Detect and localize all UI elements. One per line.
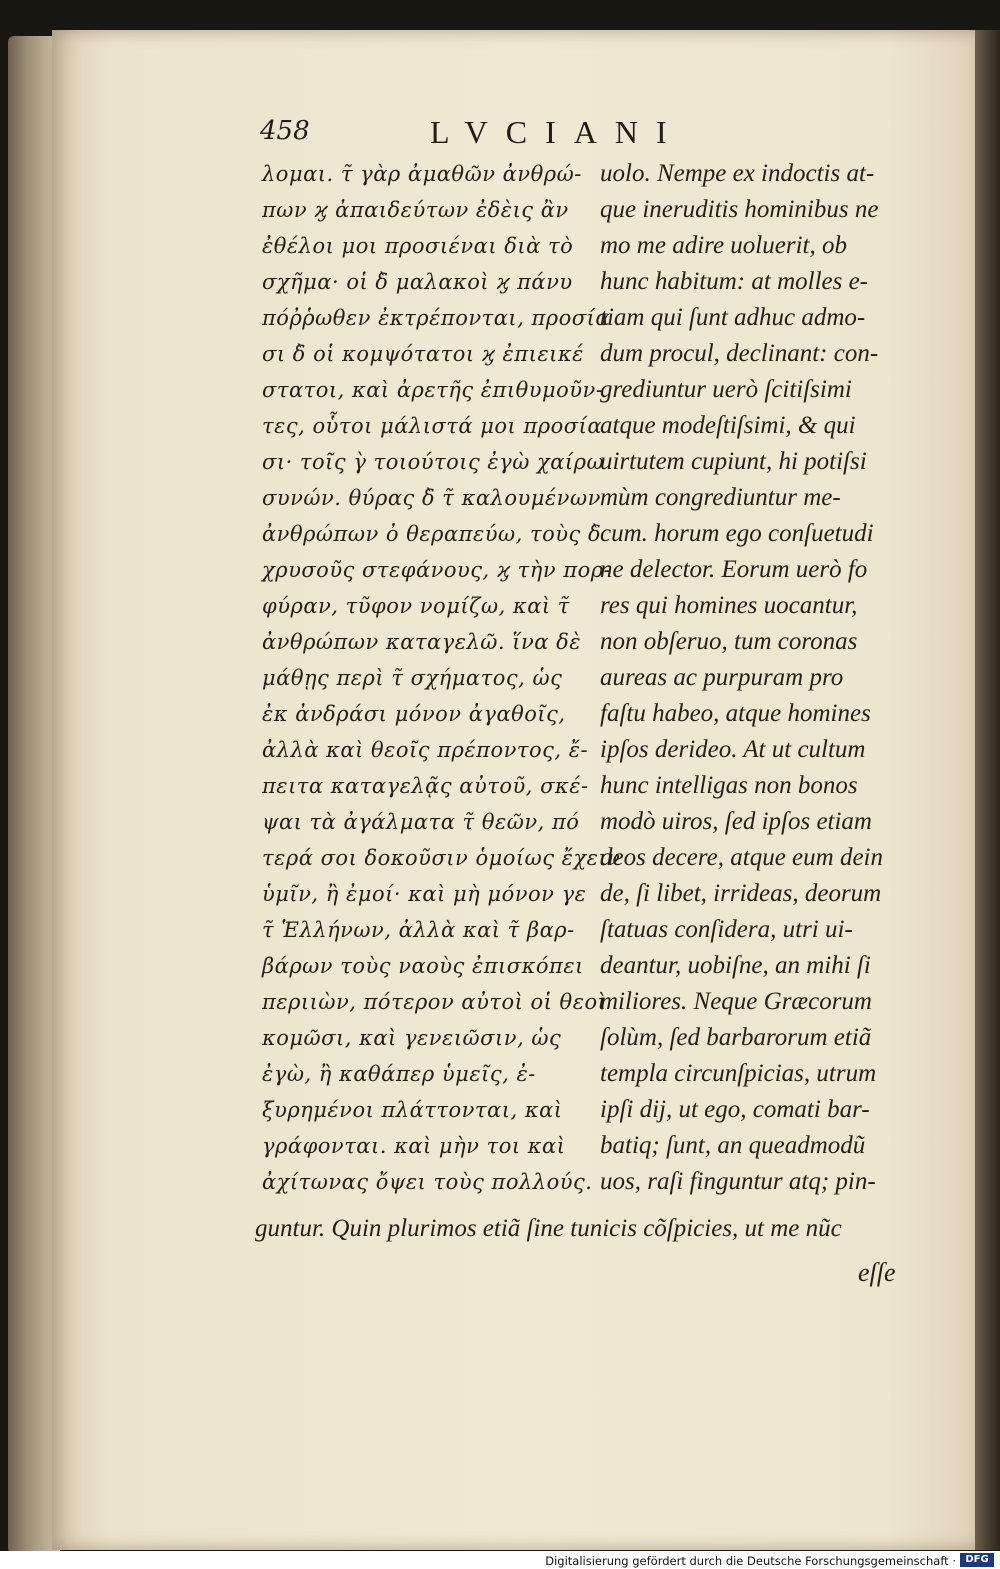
greek-text-line: βάρων τοὺς ναοὺς ἐπισκόπει [262,954,584,978]
greek-text-line: χρυσοῦς στεφάνους, ϗ τὴν πορ- [262,558,612,582]
latin-text-line: hunc intelligas non bonos [600,772,858,799]
greek-text-column [262,156,621,1200]
latin-text-line: ſolùm, ſed barbarorum etiã [600,1024,872,1051]
latin-text-line: aureas ac purpuram pro [600,664,844,691]
latin-text-line: miliores. Neque Græcorum [600,988,872,1015]
catchword: eſſe [858,1258,896,1287]
greek-text-line: ἀνθρώπων καταγελῶ. ἵνα δὲ [262,630,582,654]
greek-text-line: κομῶσι, καὶ γενειῶσιν, ὡς [262,1026,562,1050]
latin-text-line: ne delector. Eorum uerò fo [600,556,868,583]
greek-text-line: πόῤῥωθεν ἐκτρέπονται, προσία [262,306,611,330]
page-shadow [975,30,1000,1550]
latin-text-line: mùm congrediuntur me- [600,484,841,511]
greek-text-line: ἐθέλοι μοι προσιέναι διὰ τὸ [262,234,574,258]
latin-text-line: hunc habitum: at molles e- [600,268,869,295]
greek-text-line: ὑμῖν, ἢ ἐμοί· καὶ μὴ μόνον γε [262,882,587,906]
page-header [260,114,920,154]
latin-text-line: mo me adire uoluerit, ob [600,232,847,259]
latin-text-line: atque modeſtiſsimi, & qui [600,412,856,439]
latin-text-line: tiam qui ſunt adhuc admo- [600,304,866,331]
latin-text-line: ipſi dij, ut ego, comati bar- [600,1096,870,1123]
greek-text-line: ξυρημένοι πλάττονται, καὶ [262,1098,563,1122]
greek-text-line: σι· τοῖς γ̀ τοιούτοις ἐγὼ χαίρω [262,450,605,474]
greek-text-line: ἀνθρώπων ὀ θεραπεύω, τοὺς δ̀ [262,522,602,546]
greek-text-line: πων ϗ ἀπαιδεύτων ἐδὲις ἂν [262,198,569,222]
latin-text-line: modò uiros, ſed ipſos etiam [600,808,872,835]
dfg-logo: DFG [960,1553,994,1567]
greek-text-line: πειτα καταγελᾷς αὐτοῦ, σκέ- [262,774,589,798]
greek-text-line: τερά σοι δοκοῦσιν ὁμοίως ἔχειν [262,846,621,870]
latin-text-line: de, ſi libet, irrideas, deorum [600,880,882,907]
latin-text-line: res qui homines uocantur, [600,592,858,619]
greek-text-line: τες, οὗτοι μάλιστά μοι προσία [262,414,602,438]
greek-text-line: σι δ̀ οἱ κομψότατοι ϗ ἐπιεικέ [262,342,584,366]
greek-text-line: ἀλλὰ καὶ θεοῖς πρέποντος, ἔ- [262,738,589,762]
greek-text-line: λομαι. τ̃ γὰρ ἀμαθῶν ἀνθρώ- [262,162,582,186]
page-number: 458 [260,116,310,146]
latin-text-line: ſtatuas conſidera, utri ui- [600,916,853,943]
greek-text-line: μάθῃς περὶ τ̃ σχήματος, ὡς [262,666,563,690]
greek-text-line: ἐγὼ, ἢ καθάπερ ὑμεῖς, ἐ- [262,1062,536,1086]
latin-text-line: que ineruditis hominibus ne [600,196,879,223]
latin-text-line: deantur, uobiſne, an mihi ſi [600,952,871,979]
greek-text-line: ἐκ ἀνδράσι μόνον ἀγαθοῖς, [262,702,566,726]
latin-text-line: uirtutem cupiunt, hi potiſsi [600,448,867,475]
latin-text-line: grediuntur uerò ſcitiſsimi [600,376,852,403]
greek-text-line: σχῆμα· οἱ δ̀ μαλακοὶ ϗ πάνυ [262,270,573,294]
latin-text-line: uolo. Nempe ex indoctis at- [600,160,875,187]
greek-text-line: ἀχίτωνας ὄψει τοὺς πολλούς. [262,1170,593,1194]
latin-text-line: non obſeruo, tum coronas [600,628,858,655]
latin-text-line: dum procul, declinant: con- [600,340,879,367]
greek-text-line: συνών. θύρας δ̀ τ̃ καλουμένων [262,486,601,510]
latin-text-line: batiq; ſunt, an queadmodũ [600,1132,866,1159]
running-head: LVCIANI [430,114,685,150]
greek-text-line: ψαι τὰ ἀγάλματα τ̃ θεῶν, πό [262,810,580,834]
full-width-line: guntur. Quin plurimos etiã ſine tunicis cõſpicies, ut me nũc [255,1215,842,1242]
footer-bar [0,1551,1000,1569]
latin-text-line: faſtu habeo, atque homines [600,700,871,727]
funding-notice: Digitalisierung gefördert durch die Deutsche Forschungsgemeinschaft · [545,1554,956,1568]
latin-text-line: ipſos derideo. At ut cultum [600,736,866,763]
greek-text-line: τ̃ Ἑλλήνων, ἀλλὰ καὶ τ̃ βαρ- [262,918,575,942]
latin-text-line: cum. horum ego conſuetudi [600,520,874,547]
latin-text-column [600,156,920,1200]
latin-text-line: deos decere, atque eum dein [600,844,883,871]
greek-text-line: φύραν, τῦφον νομίζω, καὶ τ̃ [262,594,570,618]
latin-text-line: uos, raſi finguntur atq; pin- [600,1168,876,1195]
greek-text-line: περιιὼν, πότερον αὐτοὶ οἱ θεοὶ [262,990,607,1014]
greek-text-line: γράφονται. καὶ μὴν τοι καὶ [262,1134,566,1158]
latin-text-line: templa circunſpicias, utrum [600,1060,877,1087]
greek-text-line: στατοι, καὶ ἀρετῆς ἐπιθυμοῦν- [262,378,604,402]
